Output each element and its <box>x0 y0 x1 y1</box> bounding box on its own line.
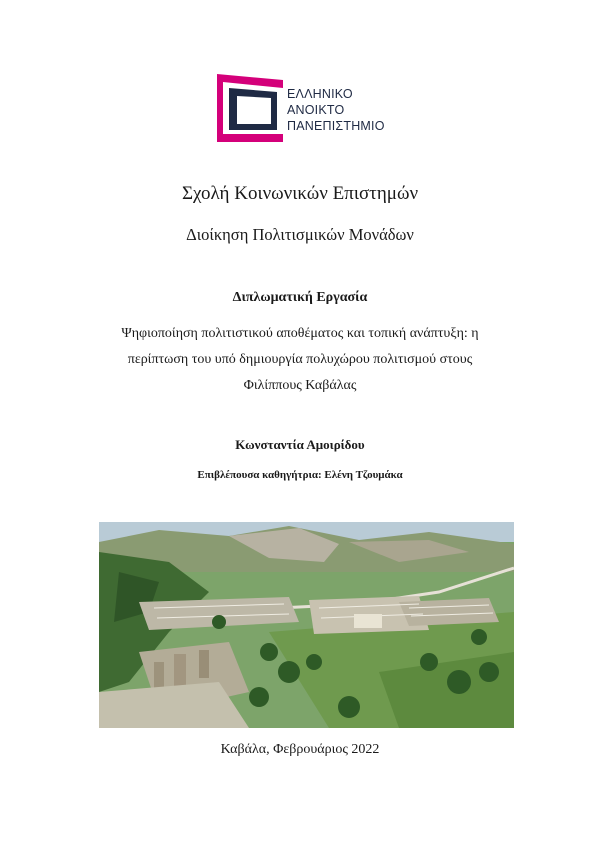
logo-mark-icon <box>215 72 285 144</box>
thesis-title: Ψηφιοποίηση πολιτιστικού αποθέματος και τοπική ανάπτυξη: η περίπτωση του υπό δημιουργία πολυχώρου πολιτισμού στους Φιλίππους Καβάλας <box>121 326 479 393</box>
logo-line-3: ΠΑΝΕΠΙΣΤΗΜΙΟ <box>287 119 385 133</box>
aerial-site-photo <box>99 522 514 728</box>
university-logo <box>215 72 415 144</box>
logo-line-2: ΑΝΟΙΚΤΟ <box>287 103 345 117</box>
supervisor: Επιβλέπουσα καθηγήτρια: Ελένη Τζουμάκα <box>197 469 403 481</box>
logo-line-1: ΕΛΛΗΝΙΚΟ <box>287 87 353 101</box>
school-name: Σχολή Κοινωνικών Επιστημών <box>181 183 419 204</box>
place-and-date: Καβάλα, Φεβρουάριος 2022 <box>220 742 380 757</box>
program-name: Διοίκηση Πολιτισμικών Μονάδων <box>186 225 414 244</box>
logo-wordmark <box>287 86 385 134</box>
thesis-type: Διπλωματική Εργασία <box>232 290 368 305</box>
author-name: Κωνσταντία Αμοιρίδου <box>235 437 365 452</box>
